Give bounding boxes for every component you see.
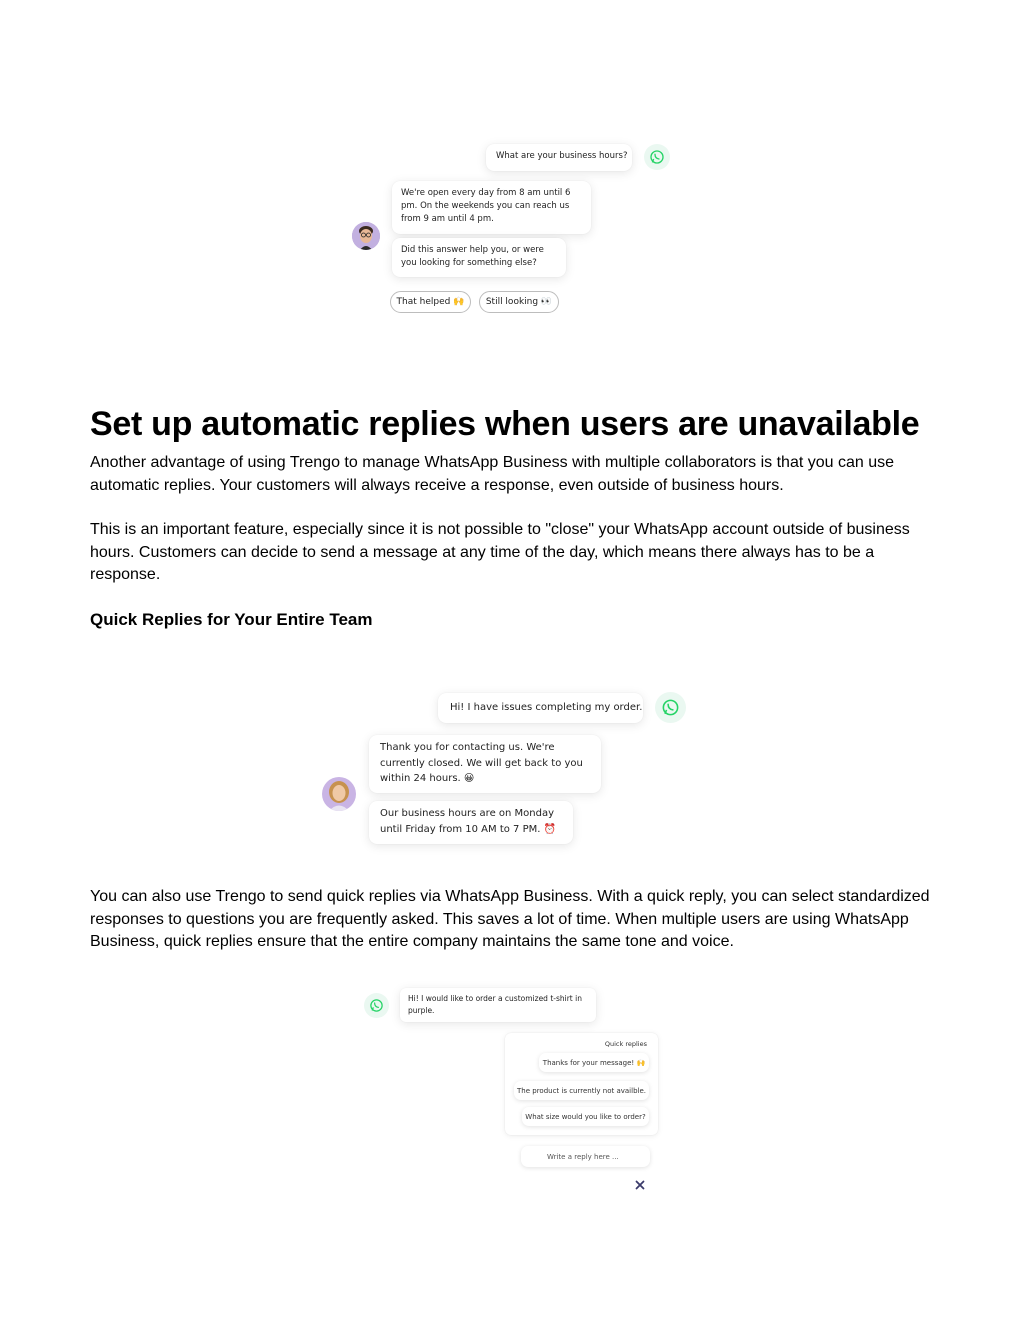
agent-avatar <box>322 777 356 811</box>
quick-reply-option[interactable]: The product is currently not availble. <box>514 1081 649 1100</box>
business-hours-bubble <box>369 801 573 844</box>
followup-bubble <box>392 238 566 277</box>
followup-text: Did this answer help you, or were you looking for something else? <box>401 245 544 269</box>
paragraph-automatic-replies: Another advantage of using Trengo to manage WhatsApp Business with multiple collaborators is that you can use automatic replies. Your customers will always receive a response, even outside of business hours. <box>90 454 895 494</box>
close-icon[interactable] <box>633 1178 647 1192</box>
quick-replies-title: Quick replies <box>604 1040 647 1048</box>
paragraph-quick-replies: You can also use Trengo to send quick replies via WhatsApp Business. With a quick reply, you can select standardized responses to questions you are frequently asked. This saves a lot of time. When multiple users are using WhatsApp Business, quick replies ensure that the entire company maintains the same tone and voice. <box>90 888 930 950</box>
quick-reply-option[interactable]: Thanks for your message! 🙌 <box>539 1053 649 1072</box>
closed-reply-bubble <box>369 735 601 793</box>
whatsapp-icon <box>644 144 670 170</box>
customer-issue-text: Hi! I have issues completing my order. <box>450 702 643 713</box>
paragraph-important-feature: This is an important feature, especially since it is not possible to "close" your WhatsApp account outside of business hours. Customers can decide to send a message at any time of the day, which means there always has to be a response. <box>90 521 910 583</box>
quick-reply-option[interactable]: What size would you like to order? <box>522 1107 649 1126</box>
customer-question-text: What are your business hours? <box>496 151 628 161</box>
business-hours-text: Our business hours are on Monday until Friday from 10 AM to 7 PM. ⏰ <box>380 808 557 835</box>
section-title: Set up automatic replies when users are unavailable <box>90 405 920 443</box>
agent-answer-text: We're open every day from 8 am until 6 pm. On the weekends you can reach us from 9 am until 4 pm. <box>401 188 571 225</box>
whatsapp-icon <box>655 692 686 723</box>
customer-issue-bubble <box>438 693 643 723</box>
closed-reply-text: Thank you for contacting us. We're currently closed. We will get back to you within 24 hours. 😀 <box>380 742 583 784</box>
still-looking-button[interactable]: Still looking 👀 <box>479 291 559 313</box>
subheading-quick-replies: Quick Replies for Your Entire Team <box>90 610 373 629</box>
customer-order-text: Hi! I would like to order a customized t-shirt in purple. <box>408 994 582 1015</box>
customer-order-bubble <box>400 988 596 1022</box>
reply-input[interactable]: Write a reply here ... <box>521 1146 650 1167</box>
customer-question-bubble <box>486 144 632 171</box>
that-helped-button[interactable]: That helped 🙌 <box>390 291 471 313</box>
agent-answer-bubble <box>392 181 591 234</box>
whatsapp-icon <box>364 993 389 1018</box>
agent-avatar <box>352 222 380 250</box>
